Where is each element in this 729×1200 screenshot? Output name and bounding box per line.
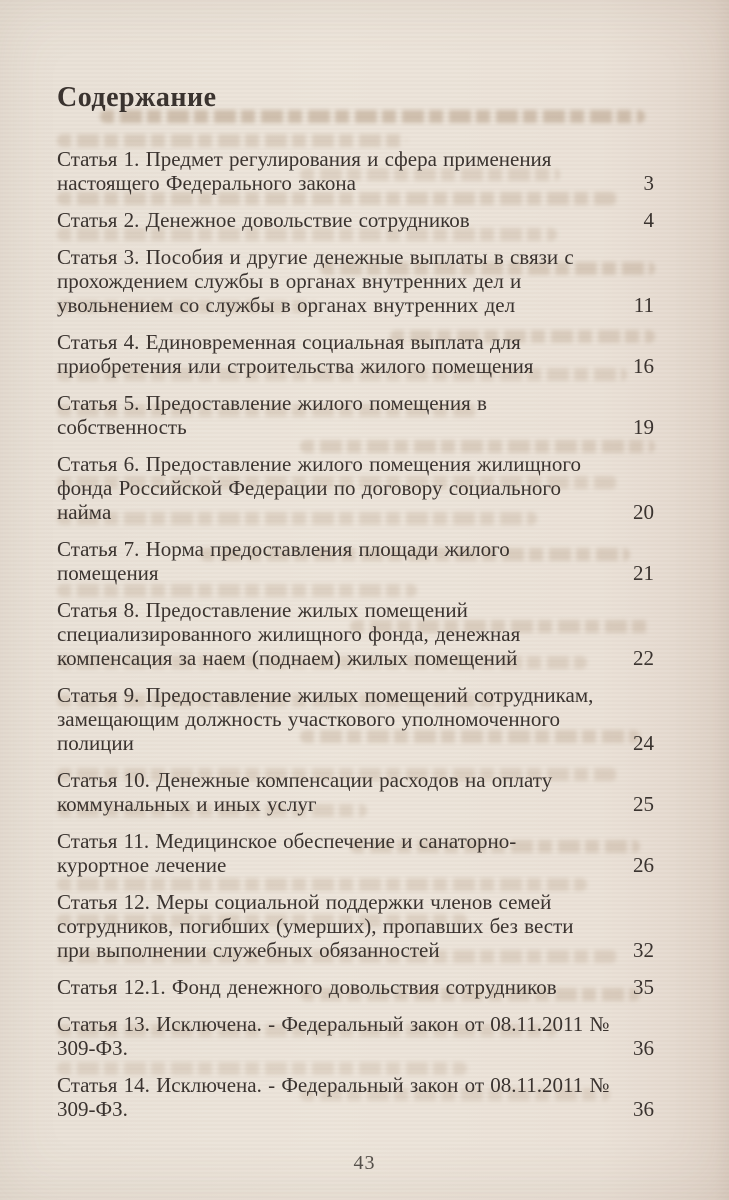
toc-entry-text xyxy=(57,598,520,670)
toc-entry-line: увольнением со службы в органах внутренних дел xyxy=(57,293,516,317)
toc-entry xyxy=(57,768,654,816)
toc-entry-line: замещающим должность участкового уполномоченного xyxy=(57,707,560,731)
toc-entry xyxy=(57,147,654,195)
toc-entry-page-number: 11 xyxy=(633,293,654,317)
toc-entry-line: компенсация за наем (поднаем) жилых помещений xyxy=(57,646,518,670)
toc-entry-page-number: 21 xyxy=(633,561,654,585)
toc-entry-line: Статья 4. Единовременная социальная выплата для xyxy=(57,330,521,354)
toc-entry xyxy=(57,537,654,585)
toc-entry-line: Статья 12. Меры социальной поддержки членов семей xyxy=(57,890,552,914)
toc-entry-page-number: 19 xyxy=(633,415,654,439)
toc-entry-page-number: 24 xyxy=(633,731,654,755)
toc-entry-line: Статья 5. Предоставление жилого помещения в xyxy=(57,391,487,415)
toc-entry-line: Статья 6. Предоставление жилого помещения жилищного xyxy=(57,452,581,476)
toc-entry-text xyxy=(57,1012,610,1060)
toc-entry-line: Статья 11. Медицинское обеспечение и санаторно- xyxy=(57,829,517,853)
toc-entry-text xyxy=(57,330,533,378)
toc-entry-page-number: 26 xyxy=(633,853,654,877)
toc-entry xyxy=(57,245,654,317)
toc-entry-text xyxy=(57,890,574,962)
toc-entry-page-number: 3 xyxy=(643,171,654,195)
toc-entry xyxy=(57,975,654,999)
toc-entry-text xyxy=(57,452,581,524)
toc-entry-line: полиции xyxy=(57,731,134,755)
toc-entry xyxy=(57,890,654,962)
toc-entry-line: Статья 7. Норма предоставления площади жилого xyxy=(57,537,510,561)
toc-entry-line: специализированного жилищного фонда, денежная xyxy=(57,622,521,646)
toc-entry-text xyxy=(57,1073,610,1121)
toc-entry-line: Статья 14. Исключена. - Федеральный закон от 08.11.2011 № xyxy=(57,1073,610,1097)
toc-entry-line: помещения xyxy=(57,561,159,585)
toc-entry-line: Статья 2. Денежное довольствие сотрудников xyxy=(57,208,470,232)
toc-entry-page-number: 35 xyxy=(633,975,654,999)
toc-entry-line: найма xyxy=(57,500,112,524)
toc-entry-page-number: 22 xyxy=(633,646,654,670)
toc-entry xyxy=(57,683,654,755)
toc-entry-page-number: 36 xyxy=(633,1036,654,1060)
toc-entry-line: Статья 8. Предоставление жилых помещений xyxy=(57,598,468,622)
toc-entry xyxy=(57,829,654,877)
toc-entry-line: коммунальных и иных услуг xyxy=(57,792,317,816)
page-title: Содержание xyxy=(57,82,217,113)
toc-entry xyxy=(57,452,654,524)
toc-entry-line: собственность xyxy=(57,415,187,439)
toc-entry-line: Статья 12.1. Фонд денежного довольствия сотрудников xyxy=(57,975,557,999)
toc-entry-page-number: 36 xyxy=(633,1097,654,1121)
toc-entry xyxy=(57,1012,654,1060)
toc-entry-text xyxy=(57,391,487,439)
page-number: 43 xyxy=(353,1152,376,1174)
toc-entry xyxy=(57,330,654,378)
toc-entry-text xyxy=(57,683,593,755)
toc-entry-page-number: 25 xyxy=(633,792,654,816)
toc-entry-line: Статья 10. Денежные компенсации расходов на оплату xyxy=(57,768,553,792)
table-of-contents xyxy=(57,147,654,1121)
toc-entry-line: курортное лечение xyxy=(57,853,227,877)
toc-entry-line: при выполнении служебных обязанностей xyxy=(57,938,440,962)
toc-entry-page-number: 16 xyxy=(633,354,654,378)
toc-entry-line: 309-ФЗ. xyxy=(57,1036,128,1060)
toc-entry xyxy=(57,391,654,439)
toc-entry-text xyxy=(57,537,510,585)
toc-entry xyxy=(57,1073,654,1121)
toc-entry-line: фонда Российской Федерации по договору социального xyxy=(57,476,561,500)
toc-entry-line: Статья 1. Предмет регулирования и сфера применения xyxy=(57,147,552,171)
toc-entry xyxy=(57,598,654,670)
toc-entry-text xyxy=(57,208,470,232)
toc-entry-line: 309-ФЗ. xyxy=(57,1097,128,1121)
toc-entry-text xyxy=(57,147,551,195)
toc-entry-page-number: 4 xyxy=(643,208,654,232)
toc-entry-text xyxy=(57,245,574,317)
toc-entry-line: приобретения или строительства жилого помещения xyxy=(57,354,534,378)
toc-entry-text xyxy=(57,829,516,877)
toc-entry-line: настоящего Федерального закона xyxy=(57,171,356,195)
toc-entry-page-number: 20 xyxy=(633,500,654,524)
toc-entry-line: Статья 3. Пособия и другие денежные выплаты в связи с xyxy=(57,245,574,269)
toc-entry-page-number: 32 xyxy=(633,938,654,962)
toc-entry xyxy=(57,208,654,232)
toc-entry-text xyxy=(57,768,552,816)
toc-entry-line: прохождением службы в органах внутренних дел и xyxy=(57,269,522,293)
toc-entry-line: Статья 9. Предоставление жилых помещений сотрудникам, xyxy=(57,683,594,707)
toc-entry-text xyxy=(57,975,557,999)
toc-entry-line: сотрудников, погибших (умерших), пропавших без вести xyxy=(57,914,574,938)
toc-entry-line: Статья 13. Исключена. - Федеральный закон от 08.11.2011 № xyxy=(57,1012,610,1036)
